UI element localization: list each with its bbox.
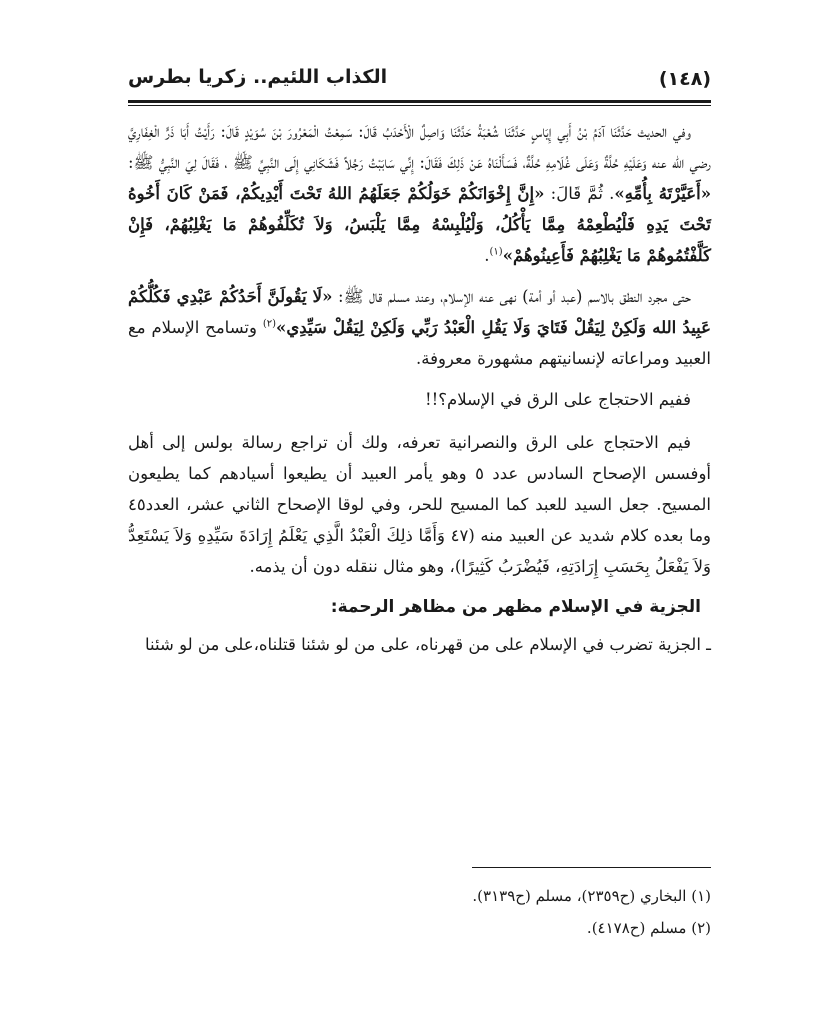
hadith-quote: «لَا يَقُولَنَّ أَحَدُكُمْ عَبْدِي فَكُلُّكُمْ عَبِيدُ الله وَلَكِنْ لِيَقُلْ فَتَايَ وَلَا يَقُلِ الْعَبْدُ رَبِّي وَلَكِنْ لِيَقُلْ سَيِّدِي» [128,287,712,337]
header-rule [128,100,711,103]
page-header [128,66,711,100]
paragraph-text: فيم الاحتجاج على الرق والنصرانية تعرفه، ولك أن تراجع رسالة بولس إلى أهل أوفسس الإصحاح السادس عدد ٥ وهو يأمر العبيد أن يطيعوا أسيادهم كما يطيعون المسيح. جعل السيد للعبد كما المسيح للحر، وفي لوقا الإصحاح الثاني عشر، العدد٤٥ وما بعده كلام شديد عن العبيد منه ( [128,433,712,545]
paragraph-text: . [484,246,490,265]
hadith-quote: «أَعَيَّرْتَهُ بِأُمِّهِ» [614,184,712,203]
paragraph-jizya: ـ الجزية تضرب في الإسلام على من قهرناه، على من لو شئنا قتلناه،على من لو شئنا [145,635,711,654]
header-rule-thin [128,105,711,106]
section-heading: الجزية في الإسلام مظهر من مظاهر الرحمة: [330,597,701,617]
page-number: (١٤٨) [658,68,711,90]
question-line: ففيم الاحتجاج على الرق في الإسلام؟!! [424,390,691,409]
paragraph-text: . ثُمَّ قَالَ: [544,184,615,203]
hadith-quote: «إِنَّ إِخْوَانَكُمْ خَوَلُكُمْ جَعَلَهُمُ اللهُ تَحْتَ أَيْدِيكُمْ، فَمَنْ كَانَ أَخُوهُ تَحْتَ يَدِهِ فَلْيُطْعِمْهُ مِمَّا يَأْكُلُ، وَلْيُلْبِسْهُ مِمَّا يَلْبَسُ، وَلاَ تُكَلِّفُوهُمْ مَا يَغْلِبُهُمْ، فَإِنْ كَلَّفْتُمُوهُمْ مَا يَغْلِبُهُمْ فَأَعِينُوهُمْ» [128,184,711,265]
page-body [128,116,711,670]
footnotes [128,880,711,944]
paragraph-text: وتسامح الإسلام مع العبيد ومراعاته لإنسانيتهم مشهورة معروفة. [128,318,711,368]
paragraph-hadith-muslim [128,281,711,374]
paragraph-slavery-christianity [128,427,711,582]
paragraph-text: حتى مجرد النطق بالاسم (عبد أو أمة) نهى عنه الإسلام، وعند مسلم قال ﷺ: [332,287,691,306]
paragraph-text: وفي الحديث حَدَّثَنَا آدَمُ بْنُ أَبِي إِيَاسٍ حَدَّثَنَا شُعْبَةُ حَدَّثَنَا وَاصِلٌ الْأَحْدَبُ قَالَ: سَمِعْتُ الْمَعْرُورَ بْنَ سُوَيْدٍ قَالَ: رَأَيْتُ أَبَا ذَرٍّ الْغِفَارِيَّ رضي الله عنه وَعَلَيْهِ حُلَّةٌ وَعَلَى غُلَامِهِ حُلَّةٌ، فَسَأَلْنَاهُ عَنْ ذَلِكَ فَقَالَ: إِنِّي سَابَبْتُ رَجُلاً فَشَكَانِي إِلَى النَّبِيِّ ﷺ ، فَقَالَ لِيَ النَّبِيُّ ﷺ: [128,122,711,172]
footnote-separator [472,867,711,868]
footnote-1: (١) البخاري (ح٢٣٥٩)، مسلم (ح٣١٣٩). [472,887,711,905]
footnote-ref[interactable]: (١) [489,246,503,258]
paragraph-text: )، وهو مثال ننقله دون أن يذمه. [249,557,462,576]
footnote-ref[interactable]: (٢) [262,318,277,330]
running-title: الكذاب اللئيم.. زكريا بطرس [128,66,388,88]
footnote-2: (٢) مسلم (ح٤١٧٨). [586,919,711,937]
verse-quote: ٤٧ وَأَمَّا ذلِكَ الْعَبْدُ الَّذِي يَعْلَمُ إِرَادَةَ سَيِّدِهِ وَلاَ يَسْتَعِدُّ وَلاَ يَفْعَلُ بِحَسَبِ إِرَادَتِهِ، فَيُضْرَبُ كَثِيرًا [128,526,711,576]
paragraph-hadith-abu-dharr [128,116,711,271]
